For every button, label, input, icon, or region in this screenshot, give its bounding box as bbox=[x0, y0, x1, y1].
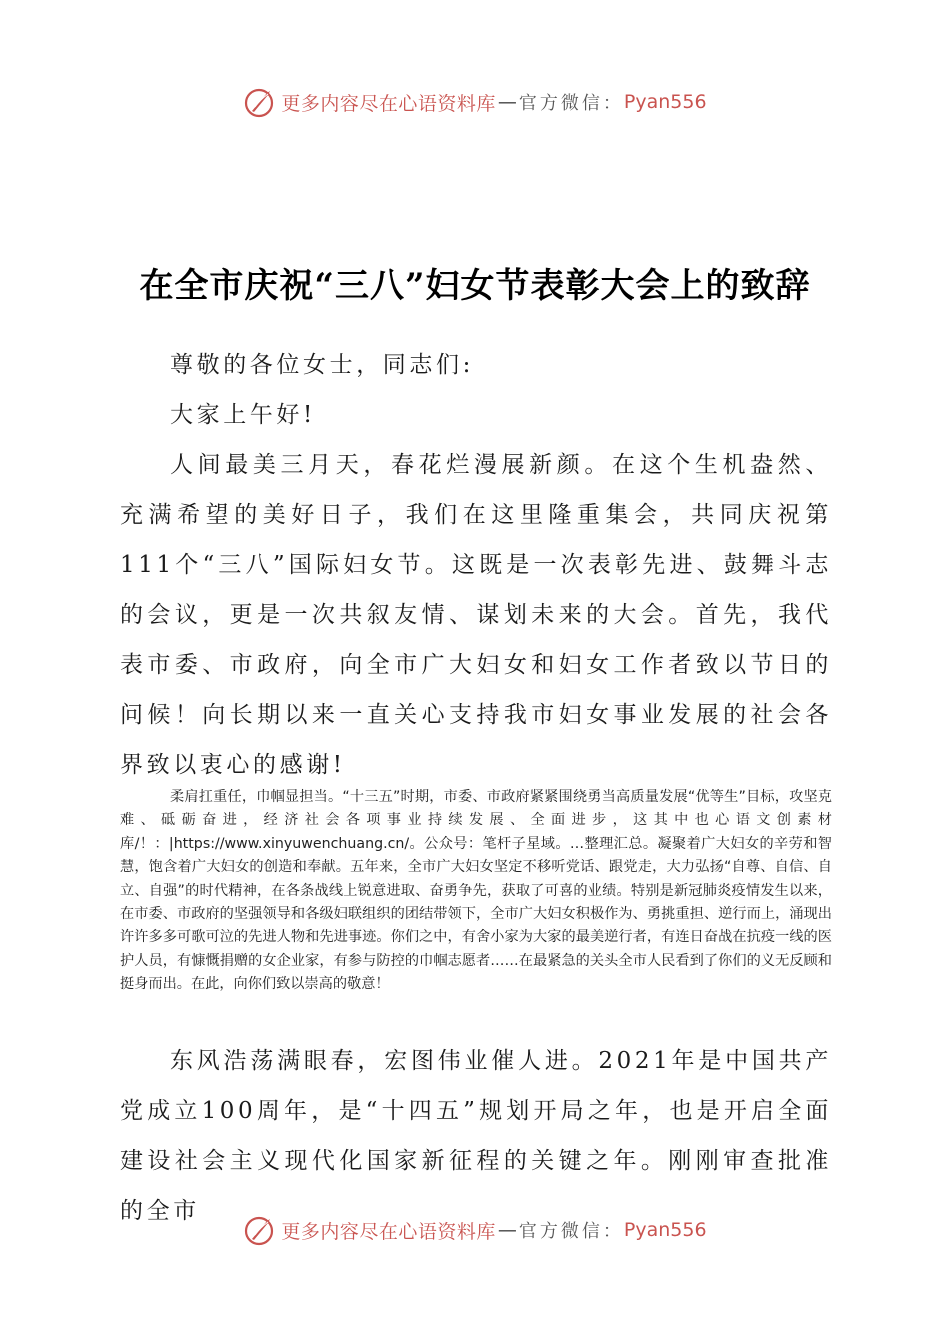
greeting: 大家上午好! bbox=[170, 402, 316, 428]
banner-handle: Pyan556 bbox=[623, 1219, 707, 1241]
banner-dash: — bbox=[497, 91, 517, 113]
banner-dash: — bbox=[497, 1219, 517, 1241]
banner-label: 官方微信： bbox=[518, 1221, 624, 1242]
footer-banner bbox=[0, 1210, 950, 1250]
salutation: 尊敬的各位女士，同志们: bbox=[170, 352, 474, 378]
paragraph-3: 东风浩荡满眼春，宏图伟业催人进。2021年是中国共产党成立100周年，是“十四五”规划开局之年，也是开启全面建设社会主义现代化国家新征程的关键之年。刚刚审查批准的全市 bbox=[120, 1048, 832, 1224]
banner-text: 更多内容尽在心语资料库 bbox=[281, 92, 496, 115]
document-title: 在全市庆祝“三八”妇女节表彰大会上的致辞 bbox=[139, 266, 811, 306]
paragraph-1: 人间最美三月天，春花烂漫展新颜。在这个生机盎然、充满希望的美好日子，我们在这里隆重集会，共同庆祝第111个“三八”国际妇女节。这既是一次表彰先进、鼓舞斗志的会议，更是一次共叙友情、谋划未来的大会。首先，我代表市委、市政府，向全市广大妇女和妇女工作者致以节日的问候！向长期以来一直关心支持我市妇女事业发展的社会各界致以衷心的感谢! bbox=[120, 452, 832, 778]
banner-text: 更多内容尽在心语资料库 bbox=[281, 1220, 496, 1243]
header-banner bbox=[0, 82, 950, 122]
quill-logo-icon bbox=[243, 1213, 277, 1247]
quill-logo-icon bbox=[243, 85, 277, 119]
banner-handle: Pyan556 bbox=[623, 91, 707, 113]
opening-block bbox=[120, 340, 832, 790]
paragraph-2: 柔肩扛重任，巾帼显担当。“十三五”时期，市委、市政府紧紧围绕勇当高质量发展“优等生”目标，攻坚克难、砥砺奋进，经济社会各项事业持续发展、全面进步，这其中也心语文创素材库/！：|https://www.xinyuwenchuang.cn/。公众号：笔杆子星域。…整理汇总。凝聚着广大妇女的辛劳和智慧，饱含着广大妇女的创造和奉献。五年来，全市广大妇女坚定不移听党话、跟党走，大力弘扬“自尊、自信、自立、自强”的时代精神，在各条战线上锐意进取、奋勇争先，获取了可喜的业绩。特别是新冠肺炎疫情发生以来，在市委、市政府的坚强领导和各级妇联组织的团结带领下，全市广大妇女积极作为、勇挑重担、逆行而上，涌现出许许多多可歌可泣的先进人物和先进事迹。你们之中，有舍小家为大家的最美逆行者，有连日奋战在抗疫一线的医护人员，有慷慨捐赠的女企业家，有参与防控的巾帼志愿者……在最紧急的关头全市人民看到了你们的义无反顾和挺身而出。在此，向你们致以崇高的敬意！ bbox=[120, 789, 832, 993]
closing-block bbox=[120, 1036, 832, 1236]
banner-label: 官方微信： bbox=[518, 93, 624, 114]
